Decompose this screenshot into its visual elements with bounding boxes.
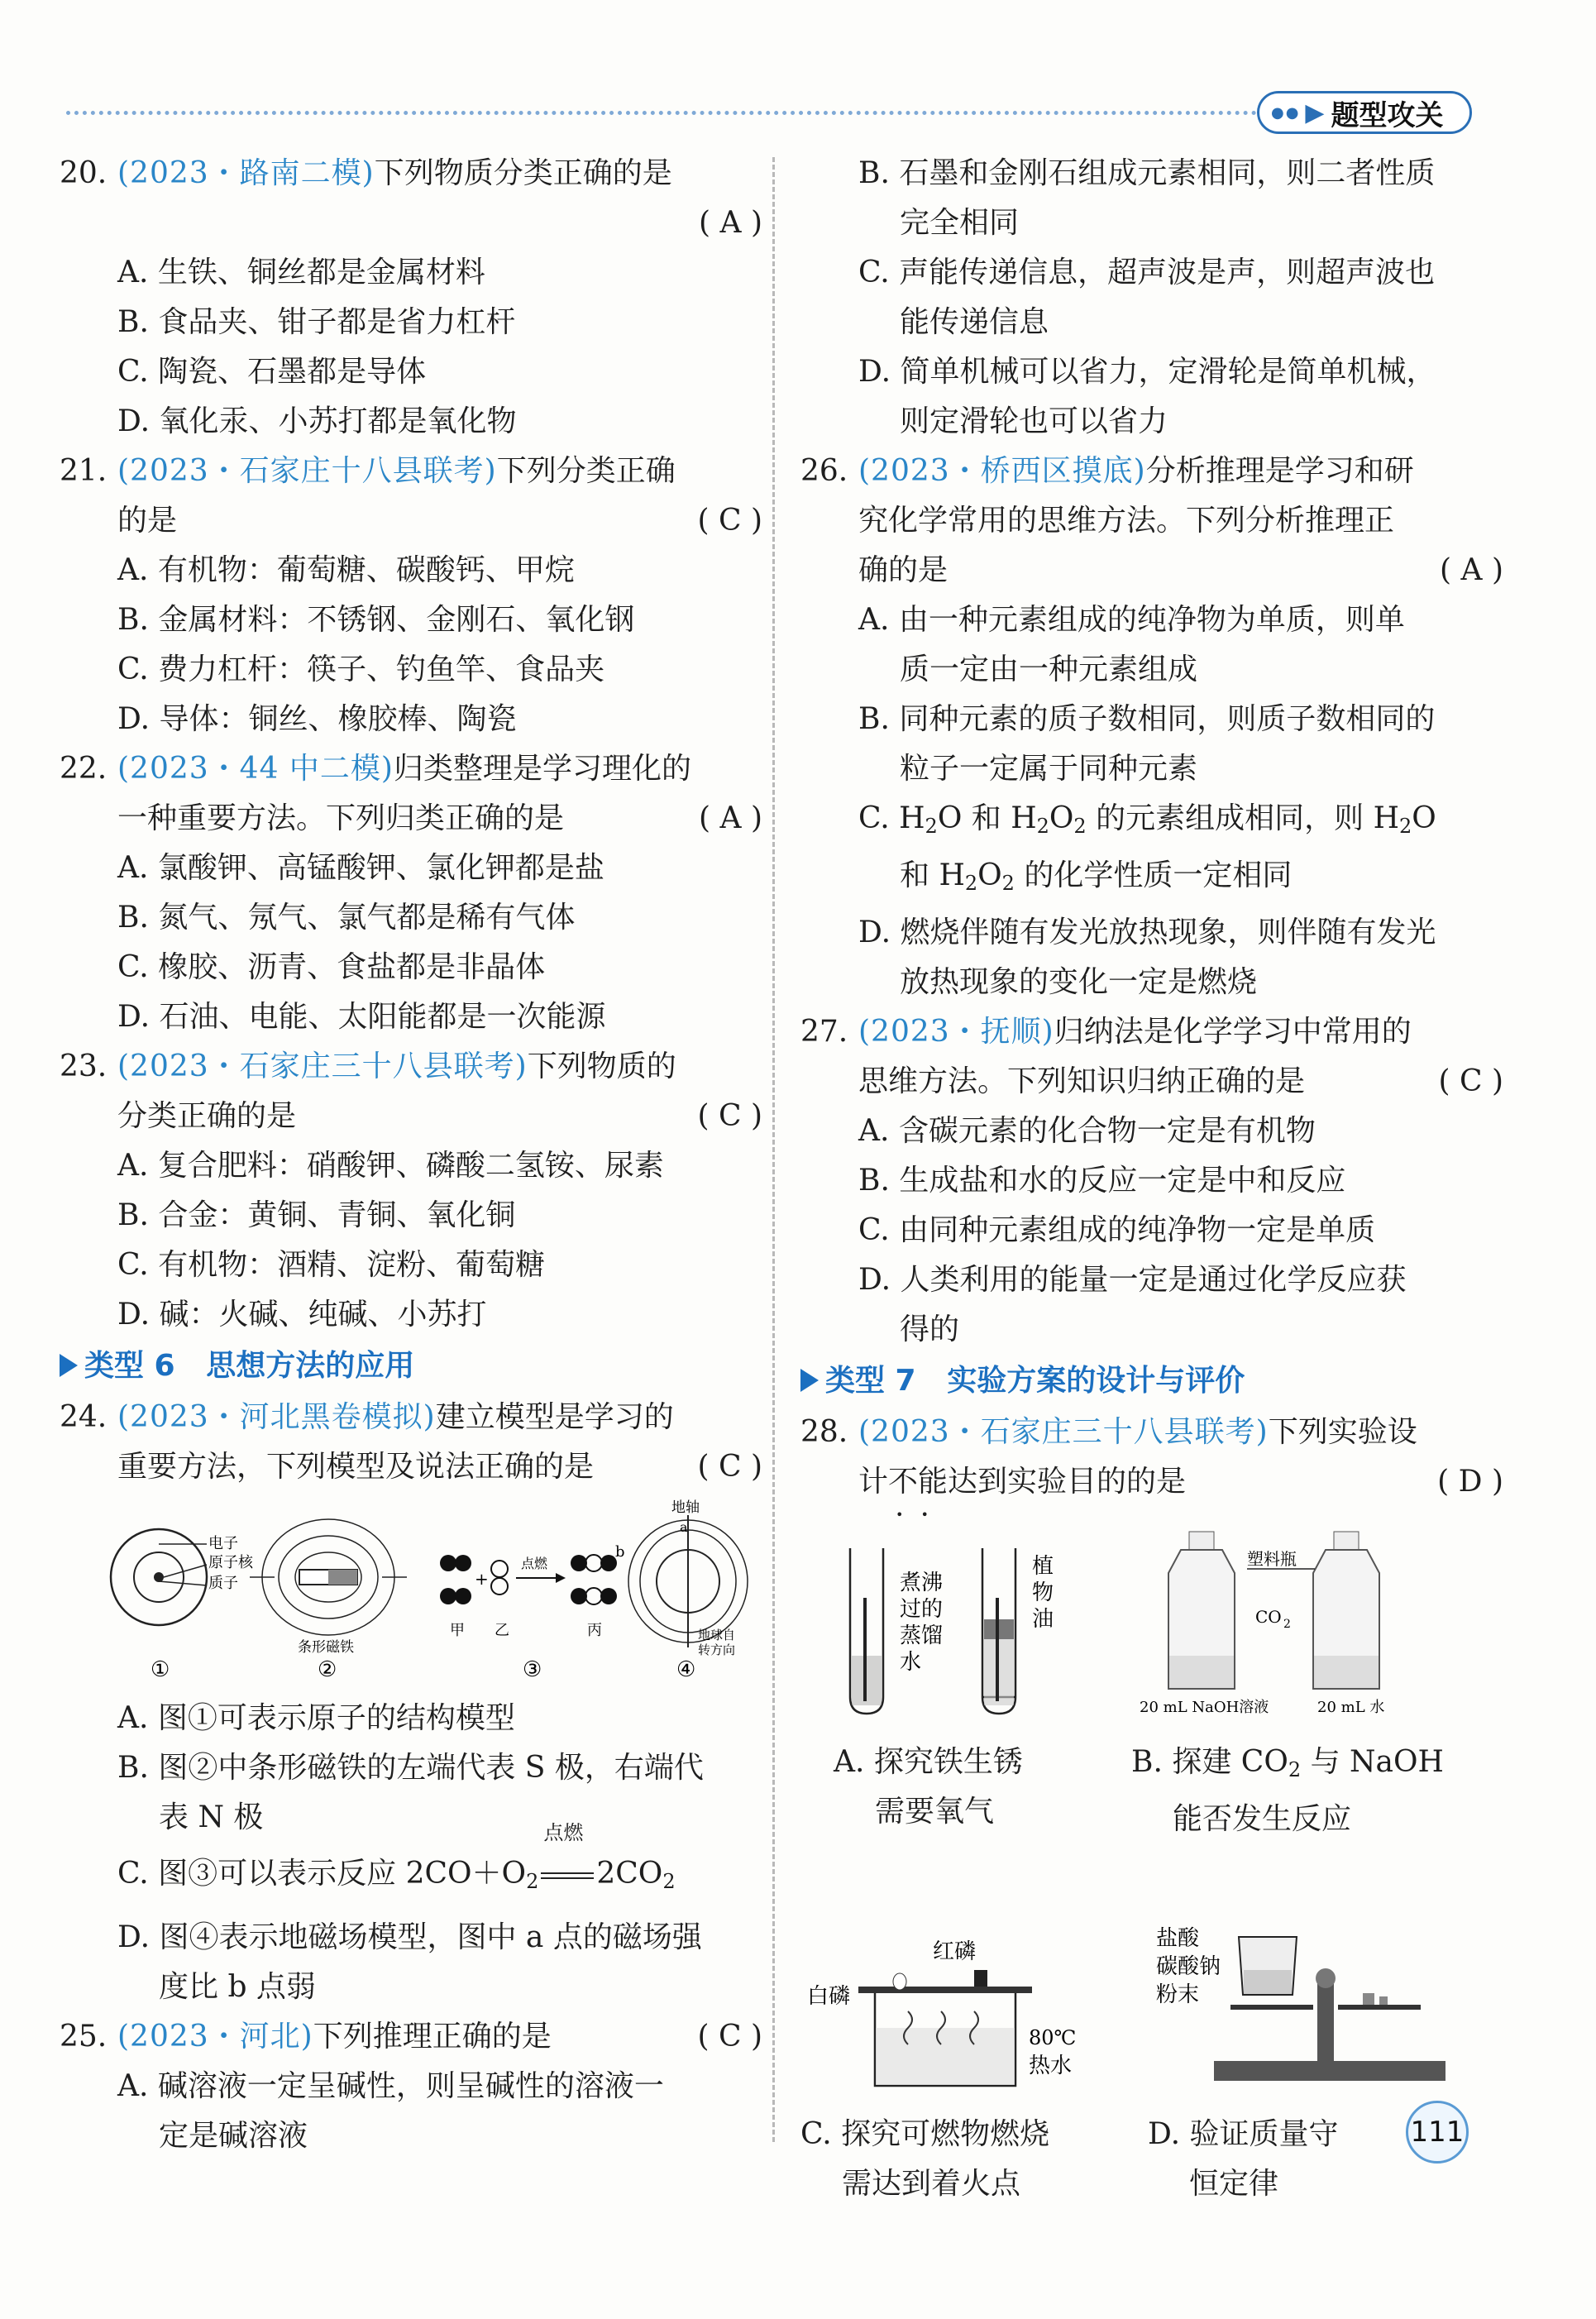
option-a: A. 有机物：葡萄糖、碳酸钙、甲烷 [117, 553, 575, 587]
subscript: 2 [1001, 872, 1015, 895]
text: O 和 H [937, 801, 1037, 835]
caption-b-text: 与 NaOH [1301, 1745, 1444, 1779]
option-b: B. 生成盐和水的反应一定是中和反应 [858, 1164, 1346, 1198]
option-a: A. 图①可表示原子的结构模型 [117, 1701, 515, 1735]
header-badge [1257, 91, 1472, 134]
option-b: B. 金属材料：不锈钢、金刚石、氧化钢 [117, 603, 635, 637]
option-b: B. 同种元素的质子数相同，则质子数相同的 [858, 702, 1436, 736]
naoh-label: 20 mL NaOH溶液 [1140, 1699, 1269, 1716]
question-source: (2023・石家庄三十八县联考) [858, 1415, 1269, 1449]
question-stem-cont: 确的是 [858, 553, 949, 587]
label-past: 过的 [900, 1597, 944, 1622]
experiment-d [1148, 1912, 1495, 2209]
bottle-right [1313, 1532, 1379, 1689]
caption-d: D. 验证质量守 [1148, 2117, 1339, 2151]
option-a: A. 复合肥料：硝酸钾、磷酸二氢铵、尿素 [117, 1149, 664, 1183]
experiment-b [1131, 1523, 1495, 1844]
option-d: D. 导体：铜丝、橡胶棒、陶瓷 [117, 702, 517, 736]
question-22 [60, 744, 762, 1042]
text: 的化学性质一定相同 [1014, 858, 1293, 892]
nucleus-label: 原子核 [208, 1554, 253, 1571]
section-label: 类型 7 [825, 1364, 916, 1398]
answer-bracket: ( A ) [1440, 553, 1503, 587]
caption-b-text: B. 探建 CO [1131, 1745, 1288, 1779]
combustion-beaker [800, 1937, 1115, 2094]
answer-bracket: ( C ) [697, 1450, 762, 1484]
question-25-continued [800, 149, 1503, 447]
answer-bracket: ( A ) [699, 206, 762, 240]
page-number: 111 [1406, 2101, 1469, 2164]
question-source: (2023・抚顺) [858, 1015, 1054, 1049]
experiment-figures [800, 1507, 1503, 2319]
caption-d-cont: 恒定律 [1189, 2167, 1279, 2201]
label-plant: 植 [1032, 1554, 1054, 1579]
dots-icon: ●● [1271, 103, 1301, 122]
reaction-diagram [440, 1555, 617, 1682]
experiment-a [834, 1540, 1131, 1837]
right-column [800, 149, 1503, 2319]
text: O [1049, 801, 1074, 835]
left-column [60, 149, 762, 2161]
option-c [800, 794, 1503, 851]
caption-b [1131, 1738, 1495, 1795]
option-c [60, 1821, 762, 1913]
option-b: B. 石墨和金刚石组成元素相同，则二者性质 [858, 156, 1436, 190]
question-source: (2023・河北黑卷模拟) [117, 1400, 436, 1434]
experiment-c [800, 1937, 1115, 2209]
option-d-cont: 则定滑轮也可以省力 [900, 404, 1168, 438]
svg-text:+: + [475, 1569, 489, 1589]
question-source: (2023・桥西区摸底) [858, 454, 1146, 488]
option-a-cont: 定是碱溶液 [159, 2119, 308, 2153]
label-distilled: 蒸馏 [900, 1623, 944, 1648]
label-boiled: 煮沸 [900, 1571, 944, 1595]
rotation-label-2: 转方向 [698, 1642, 736, 1657]
option-c-cont: 能传递信息 [900, 305, 1049, 339]
question-24 [60, 1393, 762, 2012]
question-number: 25. [60, 2020, 108, 2054]
reaction-arrow [538, 1821, 596, 1905]
option-d: D. 人类利用的能量一定是通过化学反应获 [858, 1263, 1407, 1297]
triangle-icon [60, 1354, 78, 1377]
option-c-text: C. 图③可以表示反应 2CO＋O [117, 1857, 527, 1891]
option-c: C. 声能传递信息，超声波是声，则超声波也 [858, 256, 1436, 289]
balance-scale [1148, 1912, 1495, 2094]
question-source: (2023・石家庄三十八县联考) [117, 1050, 528, 1083]
answer-bracket: ( C ) [697, 2020, 762, 2054]
option-d: D. 燃烧伴随有发光放热现象，则伴随有发光 [858, 916, 1436, 949]
question-number: 21. [60, 454, 108, 488]
option-d: D. 碱：火碱、纯碱、小苏打 [117, 1298, 487, 1332]
red-phosphorus-label: 红磷 [933, 1939, 977, 1964]
option-c-product: 2CO [596, 1857, 663, 1891]
bottle-label: 塑料瓶 [1247, 1549, 1297, 1569]
text: 和 H [900, 858, 965, 892]
question-stem-cont: 的是 [117, 504, 178, 538]
option-d: D. 氧化汞、小苏打都是氧化物 [117, 404, 517, 438]
figure-number-3: ③ [523, 1657, 542, 1682]
point-a-label: a [680, 1519, 688, 1535]
yi-label: 乙 [495, 1622, 509, 1639]
subscript: 2 [964, 872, 978, 895]
bing-label: 丙 [587, 1622, 602, 1639]
question-28 [800, 1408, 1503, 2319]
section-label: 类型 6 [84, 1349, 175, 1383]
sodium-carbonate-label: 碳酸钠 [1156, 1954, 1221, 1979]
header-dotted-rule [66, 111, 1265, 115]
temperature-label: 80℃ [1029, 2026, 1077, 2049]
header-title: 题型攻关 [1331, 98, 1444, 132]
option-c: C. 费力杠杆：筷子、钓鱼竿、食品夹 [117, 653, 605, 686]
option-b-cont: 完全相同 [900, 206, 1020, 240]
option-c: C. 有机物：酒精、淀粉、葡萄糖 [117, 1248, 546, 1282]
option-c: C. 由同种元素组成的纯净物一定是单质 [858, 1213, 1376, 1247]
question-number: 20. [60, 156, 108, 190]
question-number: 26. [800, 454, 848, 488]
question-number: 27. [800, 1015, 848, 1049]
question-stem: 下列推理正确的是 [313, 2020, 552, 2054]
model-figure [109, 1499, 762, 1689]
caption-a: A. 探究铁生锈 [834, 1745, 1023, 1779]
figure-number-4: ④ [676, 1657, 696, 1682]
option-c-cont [800, 851, 1503, 908]
plastic-bottles [1131, 1523, 1479, 1722]
text: O [977, 858, 1002, 892]
question-source: (2023・路南二模) [117, 156, 375, 190]
question-stem: 下列物质的 [527, 1050, 676, 1083]
option-d-cont: 度比 b 点弱 [159, 1970, 316, 2004]
question-source: (2023・44 中二模) [117, 752, 394, 786]
section-heading-7 [800, 1355, 1503, 1408]
caption-a-cont: 需要氧气 [875, 1795, 995, 1829]
hot-water-label: 热水 [1029, 2054, 1073, 2078]
section-title: 实验方案的设计与评价 [947, 1364, 1245, 1398]
point-b-label: b [615, 1543, 625, 1561]
electron-label: 电子 [208, 1535, 238, 1552]
question-number: 28. [800, 1415, 848, 1449]
question-number: 24. [60, 1400, 108, 1434]
acid-label: 盐酸 [1156, 1926, 1200, 1951]
option-c: C. 陶瓷、石墨都是导体 [117, 355, 427, 389]
ignite-label: 点燃 [521, 1556, 548, 1571]
option-b: B. 合金：黄铜、青铜、氧化铜 [117, 1198, 516, 1232]
question-source: (2023・河北) [117, 2020, 313, 2054]
subscript: 2 [1399, 815, 1412, 838]
question-stem-cont: 重要方法，下列模型及说法正确的是 [117, 1450, 595, 1484]
co2-label: CO [1255, 1607, 1282, 1627]
option-c: C. 橡胶、沥青、食盐都是非晶体 [117, 950, 546, 984]
option-a: A. 氯酸钾、高锰酸钾、氯化钾都是盐 [117, 851, 604, 885]
co2-subscript: 2 [1283, 1618, 1291, 1631]
subscript: 2 [526, 1870, 539, 1893]
option-d: D. 石油、电能、太阳能都是一次能源 [117, 1000, 606, 1034]
caption-c-cont: 需达到着火点 [842, 2167, 1021, 2201]
powder-label: 粉末 [1156, 1982, 1200, 2007]
label-oil: 油 [1032, 1607, 1054, 1632]
answer-bracket: ( C ) [697, 504, 762, 538]
atom-model-diagram [111, 1529, 254, 1682]
section-title: 思想方法的应用 [206, 1349, 415, 1383]
text: C. H [858, 801, 925, 835]
question-27 [800, 1007, 1503, 1355]
caption-c: C. 探究可燃物燃烧 [800, 2117, 1050, 2151]
model-diagrams [109, 1499, 754, 1689]
magnet-label: 条形磁铁 [298, 1639, 354, 1656]
option-b: B. 图②中条形磁铁的左端代表 S 极，右端代 [117, 1751, 704, 1785]
question-stem: 归类整理是学习理化的 [393, 752, 691, 786]
subscript: 2 [1073, 815, 1087, 838]
option-d-cont: 得的 [900, 1313, 960, 1346]
equals-sign-icon [541, 1872, 594, 1879]
bottle-left [1168, 1532, 1235, 1689]
option-b: B. 食品夹、钳子都是省力杠杆 [117, 305, 516, 339]
question-stem-cont: 分类正确的是 [117, 1099, 297, 1133]
figure-number-1: ① [151, 1657, 170, 1682]
question-23 [60, 1042, 762, 1340]
bar-magnet-diagram [250, 1519, 407, 1682]
option-d: D. 简单机械可以省力，定滑轮是简单机械， [858, 355, 1436, 389]
earth-magnetic-field-diagram [615, 1499, 748, 1682]
subscript: 2 [1288, 1758, 1302, 1781]
iron-rust-test-tubes [834, 1540, 1115, 1722]
answer-bracket: ( D ) [1437, 1465, 1503, 1499]
figure-number-2: ② [318, 1657, 337, 1682]
triangle-icon [800, 1369, 819, 1392]
option-a: A. 碱溶液一定呈碱性，则呈碱性的溶液一 [117, 2069, 664, 2103]
question-stem-cont: 计不能达到实验目的的是 • • [858, 1457, 1186, 1507]
question-26 [800, 447, 1503, 1007]
question-21 [60, 447, 762, 744]
axis-label: 地轴 [671, 1499, 700, 1516]
question-stem: 下列实验设 [1268, 1415, 1417, 1449]
answer-bracket: ( A ) [699, 801, 762, 835]
subscript: 2 [1036, 815, 1049, 838]
option-a: A. 生铁、铜丝都是金属材料 [117, 256, 485, 289]
white-phosphorus-label: 白磷 [807, 1984, 851, 2009]
column-divider [772, 157, 775, 2142]
question-stem: 归纳法是化学学习中常用的 [1054, 1015, 1412, 1049]
proton-label: 质子 [208, 1575, 238, 1592]
option-a-cont: 质一定由一种元素组成 [900, 653, 1198, 686]
question-stem: 分析推理是学习和研 [1145, 454, 1414, 488]
option-a: A. 含碳元素的化合物一定是有机物 [858, 1114, 1316, 1148]
text: 的元素组成相同，则 H [1086, 801, 1399, 835]
jia-label: 甲 [450, 1622, 465, 1639]
option-b-cont: 粒子一定属于同种元素 [900, 752, 1198, 786]
section-heading-6 [60, 1340, 762, 1393]
question-stem-cont: 究化学常用的思维方法。下列分析推理正 [858, 504, 1395, 538]
reaction-condition: 点燃 [543, 1821, 584, 1844]
question-stem-cont: 一种重要方法。下列归类正确的是 [117, 801, 565, 835]
question-stem: 建立模型是学习的 [435, 1400, 674, 1434]
answer-bracket: ( C ) [697, 1099, 762, 1133]
label-thing: 物 [1032, 1580, 1054, 1605]
option-a: A. 由一种元素组成的纯净物为单质，则单 [858, 603, 1405, 637]
option-b-cont: 表 N 极 [159, 1800, 264, 1834]
question-source: (2023・石家庄十八县联考) [117, 454, 497, 488]
question-number: 23. [60, 1050, 108, 1083]
water-label: 20 mL 水 [1317, 1699, 1385, 1716]
question-stem: 下列分类正确 [496, 454, 676, 488]
question-20 [60, 149, 762, 447]
answer-bracket: ( C ) [1438, 1064, 1503, 1098]
rotation-label-1: 地球自 [698, 1628, 736, 1642]
caption-b-cont: 能否发生反应 [1173, 1802, 1352, 1836]
subscript: 2 [925, 815, 938, 838]
option-d-cont: 放热现象的变化一定是燃烧 [900, 965, 1258, 999]
subscript: 2 [662, 1870, 676, 1893]
option-b: B. 氮气、氖气、氯气都是稀有气体 [117, 901, 576, 935]
question-number: 22. [60, 752, 108, 786]
question-stem: 下列物质分类正确的是 [374, 156, 672, 190]
option-d: D. 图④表示地磁场模型，图中 a 点的磁场强 [117, 1920, 702, 1954]
label-water: 水 [900, 1650, 922, 1675]
question-stem-cont: 思维方法。下列知识归纳正确的是 [858, 1064, 1306, 1098]
text: O [1412, 801, 1436, 835]
question-25 [60, 2012, 762, 2161]
arrow-right-icon: ▶ [1305, 98, 1325, 127]
